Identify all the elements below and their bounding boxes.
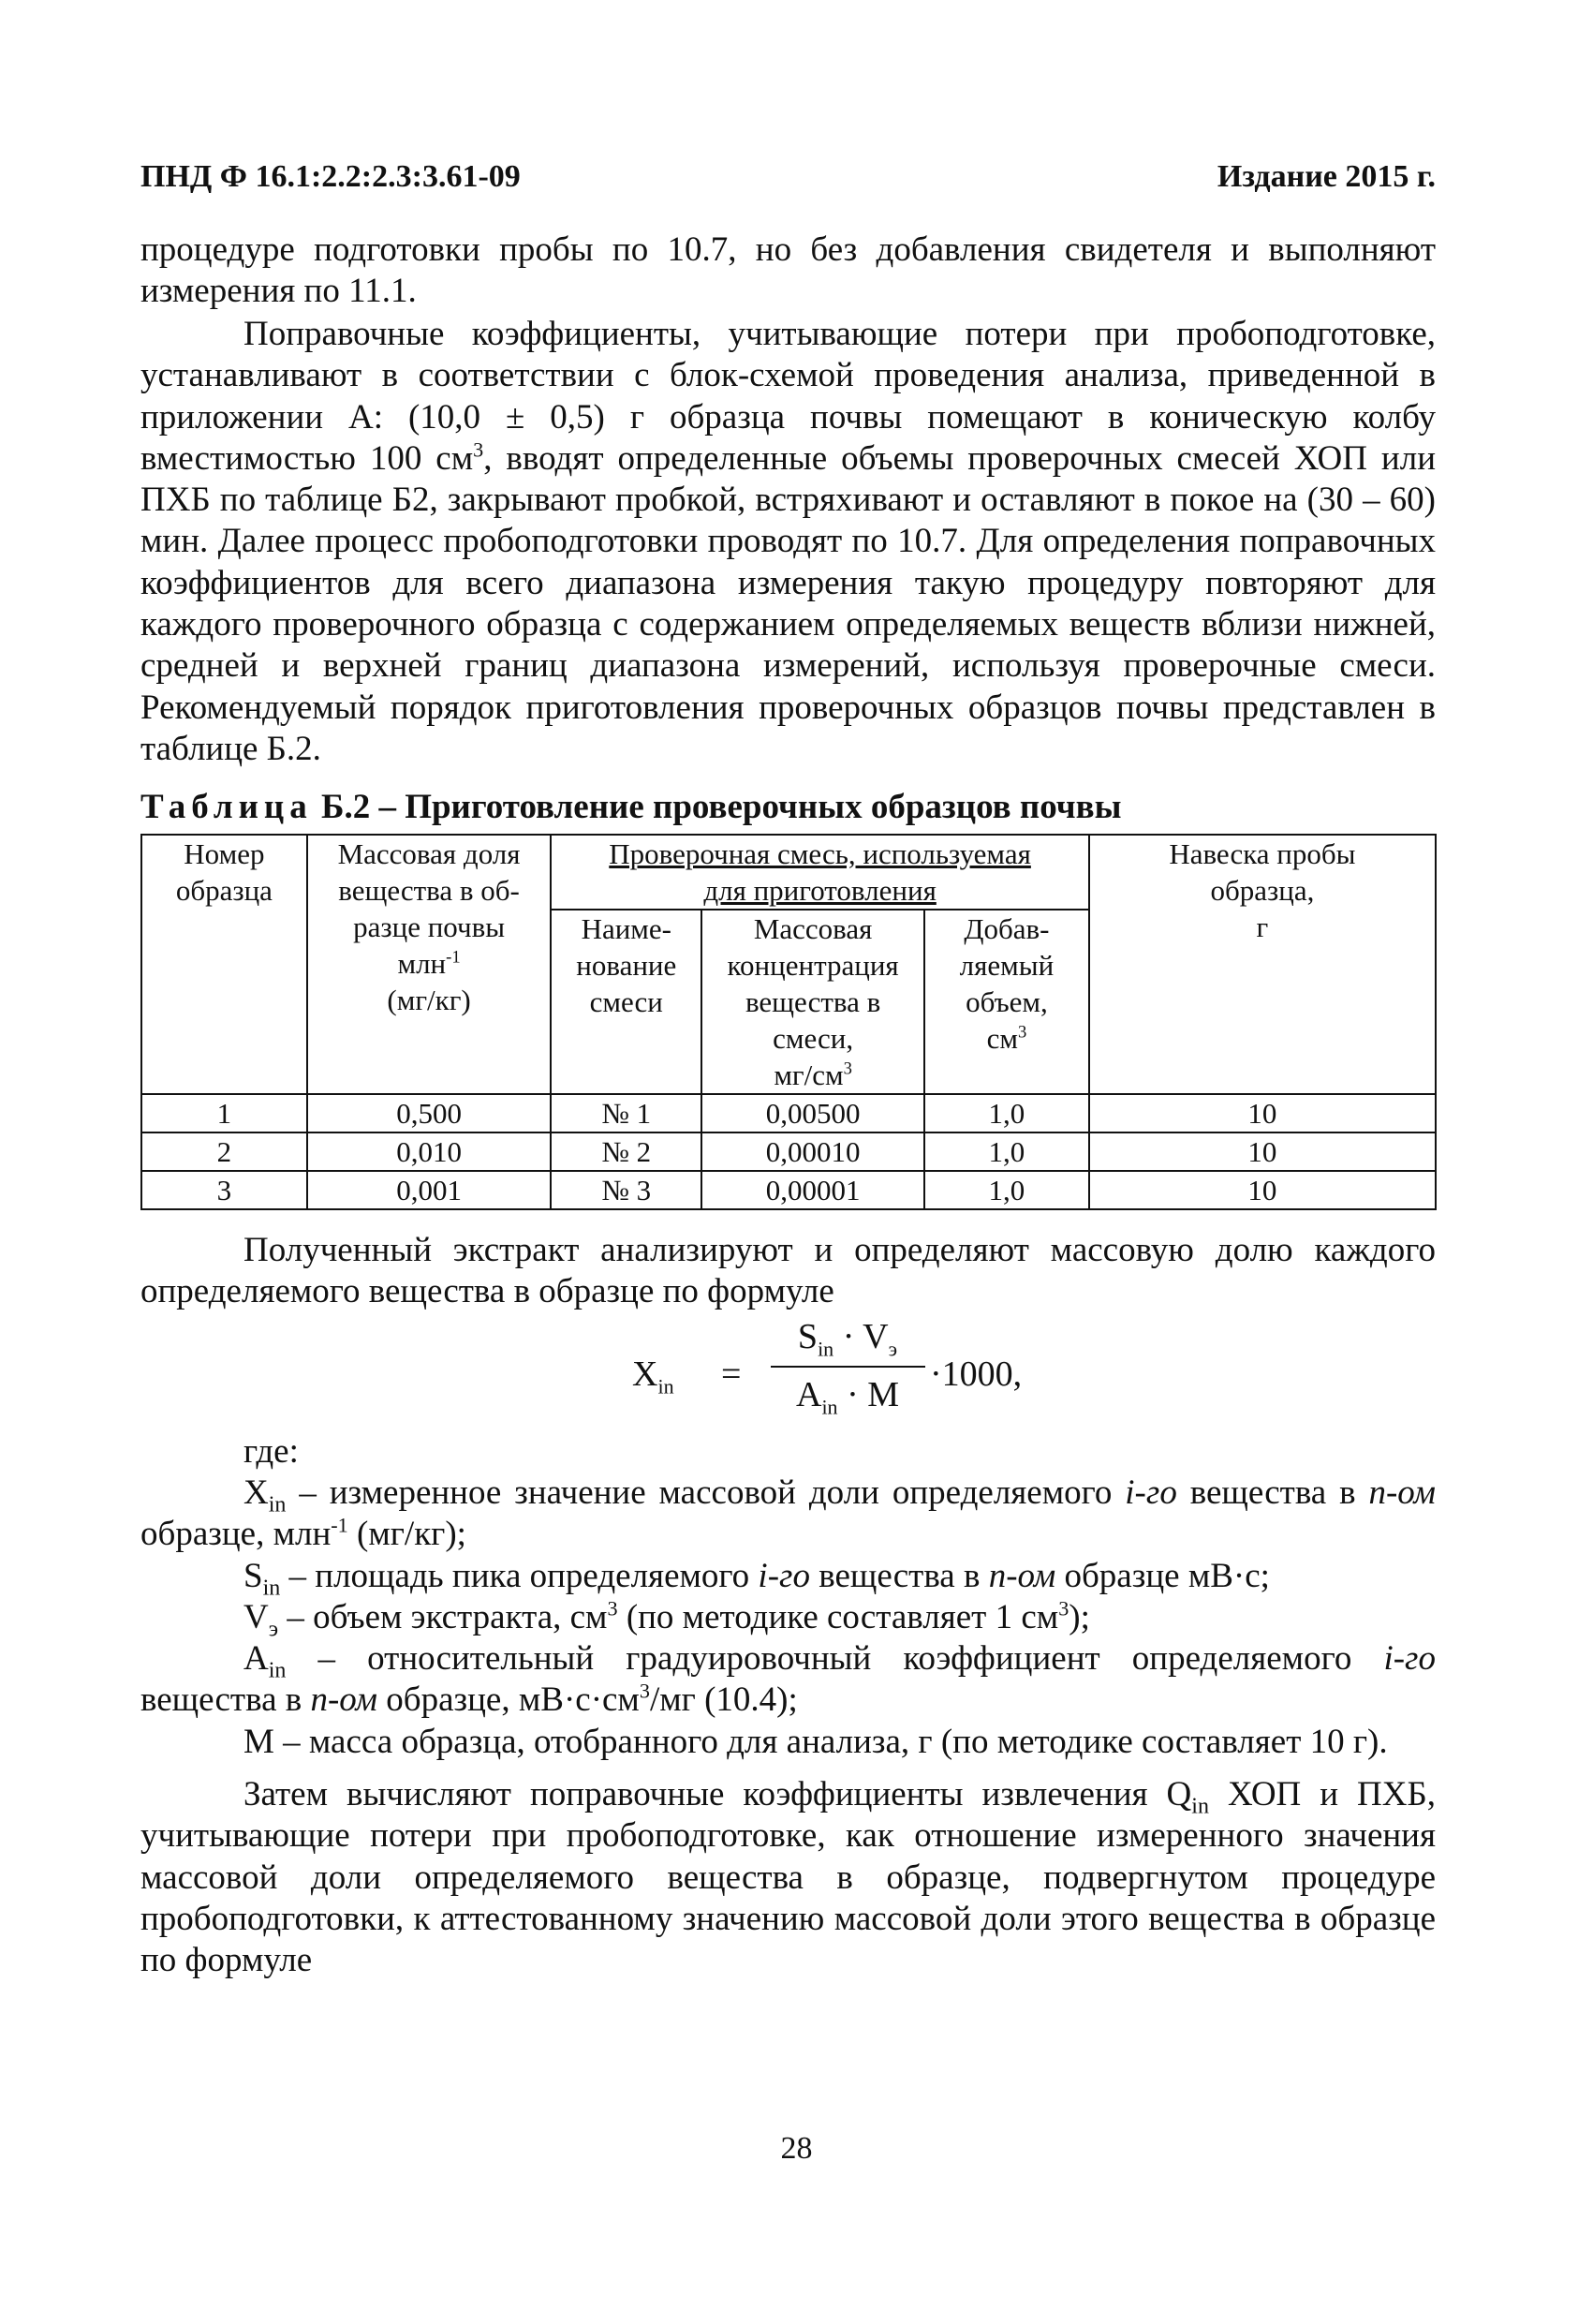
table-header-row xyxy=(141,835,1436,910)
definitions xyxy=(140,1473,1436,1982)
header-mix-name: Наиме- нование смеси xyxy=(551,910,701,1094)
table-title: Таблица Б.2 – Приготовление проверочных образцов почвы xyxy=(140,788,1122,826)
edition-label: Издание 2015 г. xyxy=(1217,159,1436,194)
where-label: где: xyxy=(243,1432,299,1471)
table-cell: 10 xyxy=(1089,1094,1436,1132)
table-cell: 10 xyxy=(1089,1171,1436,1209)
table-cell: 1,0 xyxy=(924,1132,1089,1171)
header-added-volume: Добав- ляемый объем, $см^3$ xyxy=(924,910,1089,1094)
paragraph-3: Полученный экстракт анализируют и определяют массовую долю каждого определяемого вещества в образце по формуле xyxy=(140,1231,1436,1311)
header-sample-weight: Навеска пробы образца, г xyxy=(1089,835,1436,1094)
definition-v: $V_э$ – объем экстракта, $см^3$ (по методике составляет 1 $см^3$); xyxy=(243,1596,1090,1642)
document-code: ПНД Ф 16.1:2.2:2.3:3.61-09 xyxy=(140,159,521,194)
definition-s: $S_{in}$ – площадь пика определяемого i-го вещества в n-ом образце мВ·с; xyxy=(243,1556,1270,1600)
table-cell: 0,00500 xyxy=(701,1094,924,1132)
table-row xyxy=(141,1094,1436,1132)
table-row xyxy=(141,1132,1436,1171)
definition-x: $X_{in}$ – измеренное значение массовой доли определяемого i-го вещества в n-ом образце, млн$^{-1}$ (мг/кг); xyxy=(140,1473,1436,1554)
mass-fraction-formula: $X_{in}$ = $S_{in} \cdot V_э$ $A_{in} \cdot M$ ·1000, xyxy=(632,1317,1023,1419)
table-cell: 10 xyxy=(1089,1132,1436,1171)
table-cell: 1,0 xyxy=(924,1094,1089,1132)
definition-a: $A_{in}$ – относительный градуировочный коэффициент определяемого i-го вещества в n-ом образце, $мВ\cdot с\cdot см^3/мг$ (10.4); xyxy=(140,1639,1436,1720)
table-cell: 0,010 xyxy=(307,1132,552,1171)
table-cell: 0,500 xyxy=(307,1094,552,1132)
header-mass-fraction: Массовая доля вещества в об- разце почвы млн$^{-1}$ (мг/кг) xyxy=(307,835,552,1094)
table-cell: 1,0 xyxy=(924,1171,1089,1209)
table-cell: 0,00001 xyxy=(701,1171,924,1209)
table-cell: 3 xyxy=(141,1171,307,1209)
table-row xyxy=(141,1171,1436,1209)
definition-m: М – масса образца, отобранного для анализа, г (по методике составляет 10 г). xyxy=(243,1722,1388,1761)
table-cell: № 3 xyxy=(551,1171,701,1209)
table-cell: 0,001 xyxy=(307,1171,552,1209)
paragraph-1: процедуре подготовки пробы по 10.7, но без добавления свидетеля и выполняют измерения по 11.1. xyxy=(140,230,1436,311)
table-cell: № 2 xyxy=(551,1132,701,1171)
sample-preparation-table xyxy=(140,834,1437,1210)
header-mass-concentration: Массовая концентрация вещества в смеси, $мг/см^3$ xyxy=(701,910,924,1094)
table-cell: № 1 xyxy=(551,1094,701,1132)
header-sample-no: Номер образца xyxy=(141,835,307,1094)
table-cell: 1 xyxy=(141,1094,307,1132)
page-number: 28 xyxy=(780,2131,813,2166)
table-cell: 2 xyxy=(141,1132,307,1171)
paragraph-2: Поправочные коэффициенты, учитывающие потери при пробоподготовке, устанавливают в соответствии с блок-схемой проведения анализа, приведенной в приложении А: (10,0 ± 0,5) г образца почвы помещают в коническую колбу вместимостью 100 $см^3$, вводят определенные объемы проверочных смесей ХОП или ПХБ по таблице Б2, закрывают пробкой, встряхивают и оставляют в покое на (30 – 60) мин. Далее процесс пробоподготовки проводят по 10.7. Для определения поправочных коэффициентов для всего диапазона измерения такую процедуру повторяют для каждого проверочного образца с содержанием определяемых веществ вблизи нижней, средней и верхней границ диапазона измерений, используя проверочные смеси. Рекомендуемый порядок приготовления проверочных образцов почвы представлен в таблице Б.2. xyxy=(140,315,1436,768)
table-cell: 0,00010 xyxy=(701,1132,924,1171)
paragraph-4: Затем вычисляют поправочные коэффициенты извлечения $Q_{in}$ ХОП и ПХБ, учитывающие потери при пробоподготовке, как отношение измеренного значения массовой доли определяемого вещества в образце, подвергнутом процедуре пробоподготовки, к аттестованному значению массовой доли этого вещества в образце по формуле xyxy=(140,1775,1436,1980)
header-check-mix: Проверочная смесь, используемая для приготовления xyxy=(551,835,1088,910)
